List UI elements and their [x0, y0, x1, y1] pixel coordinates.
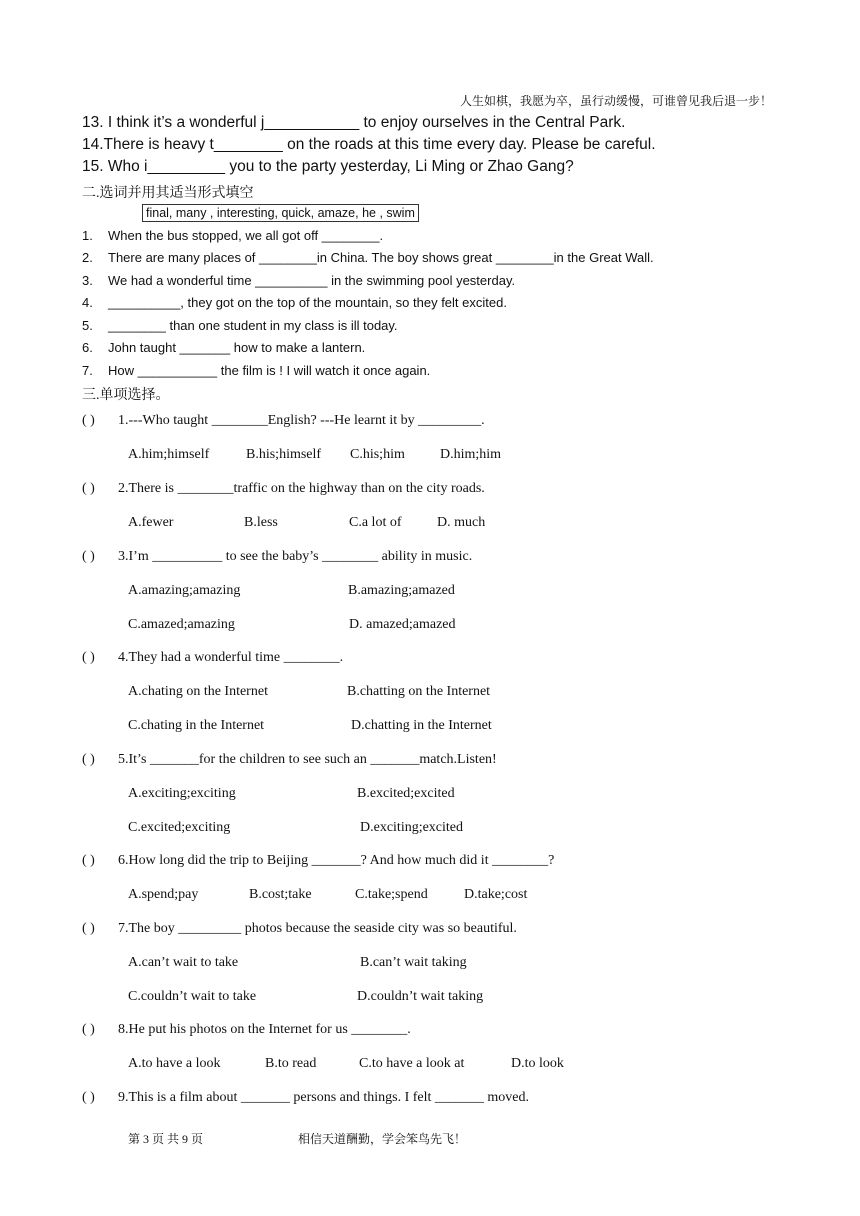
q4-option-b: B.chatting on the Internet	[347, 684, 491, 699]
word-fill-item-2	[82, 250, 654, 265]
q2-option-d: D. much	[437, 515, 486, 530]
word-fill-item-4	[82, 295, 507, 310]
item-number: 1.	[82, 228, 93, 243]
item-text: ________ than one student in my class is ill today.	[108, 318, 398, 333]
q7-option-d: D.couldn’t wait taking	[357, 989, 484, 1004]
q7-option-b: B.can’t wait taking	[360, 955, 467, 970]
item-text: When the bus stopped, we all got off ________.	[108, 228, 384, 243]
answer-paren: ( )	[82, 1022, 95, 1037]
question-text: 8.He put his photos on the Internet for us ________.	[118, 1022, 411, 1037]
item-text: How ___________ the film is ! I will watch it once again.	[108, 363, 431, 378]
question-2	[82, 481, 485, 497]
q5-option-c: C.excited;exciting	[128, 820, 231, 835]
q8-option-c: C.to have a look at	[359, 1056, 465, 1071]
q3-option-b: B.amazing;amazed	[348, 583, 455, 598]
answer-paren: ( )	[82, 549, 95, 564]
q4-option-a: A.chating on the Internet	[128, 684, 268, 699]
question-6	[82, 853, 554, 869]
word-fill-item-1	[82, 228, 383, 243]
fill-item-14: 14.There is heavy t________ on the roads at this time every day. Please be careful.	[82, 136, 656, 153]
fill-item-13: 13. I think it’s a wonderful j___________ to enjoy ourselves in the Central Park.	[82, 114, 626, 131]
q8-option-b: B.to read	[265, 1056, 317, 1071]
header-motto: 人生如棋，我愿为卒，虽行动缓慢，可谁曾见我后退一步！	[459, 94, 772, 108]
question-3	[82, 549, 472, 565]
item-text: John taught _______ how to make a lantern.	[108, 340, 366, 355]
question-text: 4.They had a wonderful time ________.	[118, 650, 344, 665]
q2-option-a: A.fewer	[128, 515, 174, 530]
question-text: 3.I’m __________ to see the baby’s ________ ability in music.	[118, 549, 473, 564]
question-text: 1.---Who taught ________English? ---He learnt it by _________.	[118, 413, 485, 428]
item-number: 3.	[82, 273, 93, 288]
question-4	[82, 650, 343, 666]
q5-option-d: D.exciting;excited	[360, 820, 464, 835]
word-fill-item-7	[82, 363, 430, 378]
word-bank-box: final, many , interesting, quick, amaze, he , swim	[142, 204, 419, 222]
q5-option-b: B.excited;excited	[357, 786, 455, 801]
q6-option-a: A.spend;pay	[128, 887, 199, 902]
word-fill-item-3	[82, 273, 515, 288]
word-fill-item-6	[82, 340, 365, 355]
item-number: 5.	[82, 318, 93, 333]
item-number: 7.	[82, 363, 93, 378]
q8-option-a: A.to have a look	[128, 1056, 221, 1071]
fill-item-15: 15. Who i_________ you to the party yesterday, Li Ming or Zhao Gang?	[82, 158, 574, 175]
item-number: 4.	[82, 295, 93, 310]
q6-option-d: D.take;cost	[464, 887, 528, 902]
question-text: 7.The boy _________ photos because the seaside city was so beautiful.	[118, 921, 517, 936]
q6-option-b: B.cost;take	[249, 887, 312, 902]
q3-option-a: A.amazing;amazing	[128, 583, 241, 598]
q1-option-b: B.his;himself	[246, 447, 322, 462]
q1-option-a: A.him;himself	[128, 447, 210, 462]
word-fill-item-5	[82, 318, 398, 333]
item-number: 6.	[82, 340, 93, 355]
question-text: 2.There is ________traffic on the highway than on the city roads.	[118, 481, 485, 496]
q4-option-c: C.chating in the Internet	[128, 718, 265, 733]
answer-paren: ( )	[82, 921, 95, 936]
question-8	[82, 1022, 411, 1038]
q2-option-c: C.a lot of	[349, 515, 402, 530]
q7-option-c: C.couldn’t wait to take	[128, 989, 257, 1004]
question-9	[82, 1090, 529, 1106]
footer-motto: 相信天道酬勤，学会笨鸟先飞！	[298, 1132, 467, 1146]
q3-option-c: C.amazed;amazing	[128, 617, 235, 632]
item-number: 2.	[82, 250, 93, 265]
question-text: 9.This is a film about _______ persons and things. I felt _______ moved.	[118, 1090, 530, 1105]
q6-option-c: C.take;spend	[355, 887, 428, 902]
q1-option-c: C.his;him	[350, 447, 405, 462]
question-text: 5.It’s _______for the children to see such an _______match.Listen!	[118, 752, 497, 767]
answer-paren: ( )	[82, 1090, 95, 1105]
q4-option-d: D.chatting in the Internet	[351, 718, 492, 733]
question-5	[82, 752, 497, 768]
page-number: 第 3 页 共 9 页	[128, 1132, 204, 1146]
answer-paren: ( )	[82, 752, 95, 767]
q2-option-b: B.less	[244, 515, 278, 530]
q8-option-d: D.to look	[511, 1056, 564, 1071]
answer-paren: ( )	[82, 650, 95, 665]
section-3-title: 三.单项选择。	[82, 388, 170, 403]
question-1	[82, 413, 485, 429]
item-text: __________, they got on the top of the mountain, so they felt excited.	[108, 295, 507, 310]
answer-paren: ( )	[82, 413, 95, 428]
answer-paren: ( )	[82, 853, 95, 868]
item-text: There are many places of ________in China. The boy shows great ________in the Great Wall.	[108, 250, 654, 265]
question-text: 6.How long did the trip to Beijing _______? And how much did it ________?	[118, 853, 555, 868]
question-7	[82, 921, 517, 937]
q1-option-d: D.him;him	[440, 447, 502, 462]
q5-option-a: A.exciting;exciting	[128, 786, 236, 801]
answer-paren: ( )	[82, 481, 95, 496]
section-2-title: 二.选词并用其适当形式填空	[82, 186, 254, 201]
q3-option-d: D. amazed;amazed	[349, 617, 456, 632]
item-text: We had a wonderful time __________ in the swimming pool yesterday.	[108, 273, 516, 288]
q7-option-a: A.can’t wait to take	[128, 955, 239, 970]
